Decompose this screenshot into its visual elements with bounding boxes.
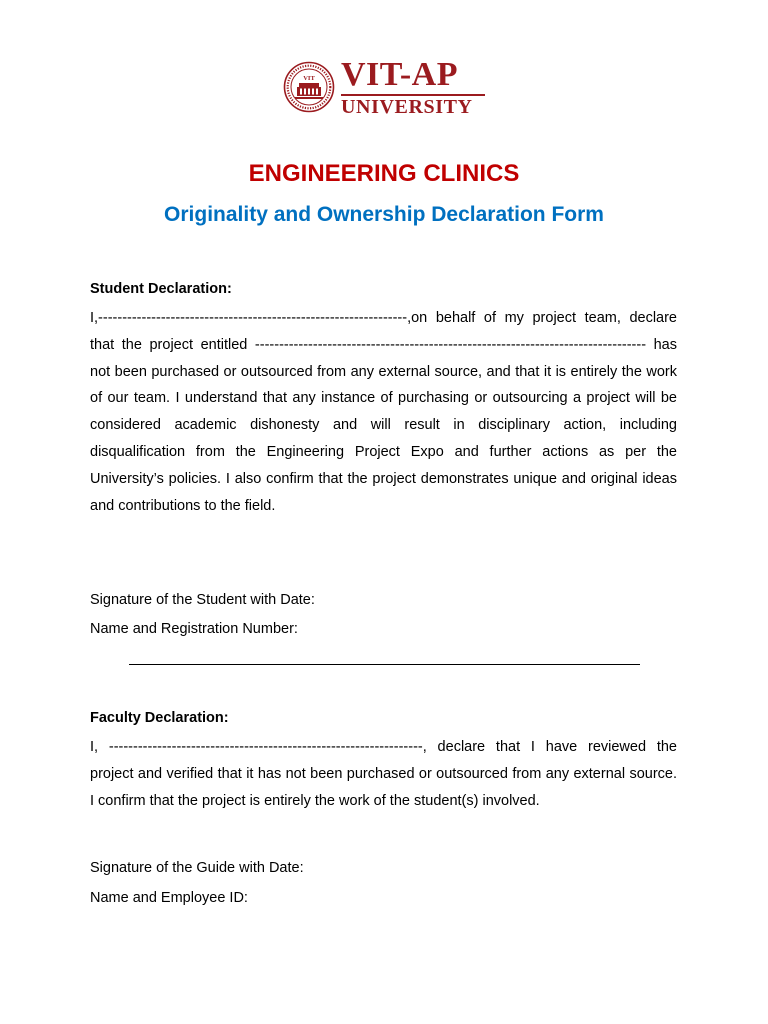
student-declaration-paragraph: I,----------------------------------------------------------------,on behalf of my project team, declare that the project entitled --------------------------------------------------------------------------------- has not been purchased or outsourced from any external source, and that it is entirely the work of our team. I understand that any instance of purchasing or outsourcing a project will be considered academic dishonesty and will result in disciplinary action, including disqualification from the Engineering Project Expo and further actions as per the University’s policies. I also confirm that the project demonstrates unique and original ideas and contributions to the field. — [90, 310, 677, 514]
student-name-label: Name and Registration Number: — [90, 621, 298, 637]
faculty-declaration-paragraph: I, -----------------------------------------------------------------, declare that I have reviewed the project and verified that it has not been purchased or outsourced from any external source. I confirm that the project is entirely the work of the student(s) involved. — [90, 739, 677, 809]
student-declaration-heading: Student Declaration: — [90, 281, 232, 297]
guide-name-label: Name and Employee ID: — [90, 890, 248, 906]
university-seal-icon — [283, 61, 335, 113]
signature-line — [129, 664, 640, 665]
document-subtitle: Originality and Ownership Declaration Form — [164, 203, 604, 226]
document-title: ENGINEERING CLINICS — [248, 160, 520, 187]
faculty-declaration-heading: Faculty Declaration: — [90, 710, 229, 726]
svg-text:VIT: VIT — [303, 75, 315, 82]
logo-wordmark-vit-ap: VIT-AP — [341, 56, 458, 93]
university-logo — [283, 58, 487, 120]
student-signature-label: Signature of the Student with Date: — [90, 592, 315, 608]
guide-signature-label: Signature of the Guide with Date: — [90, 860, 304, 876]
logo-wordmark-university: UNIVERSITY — [341, 96, 473, 118]
